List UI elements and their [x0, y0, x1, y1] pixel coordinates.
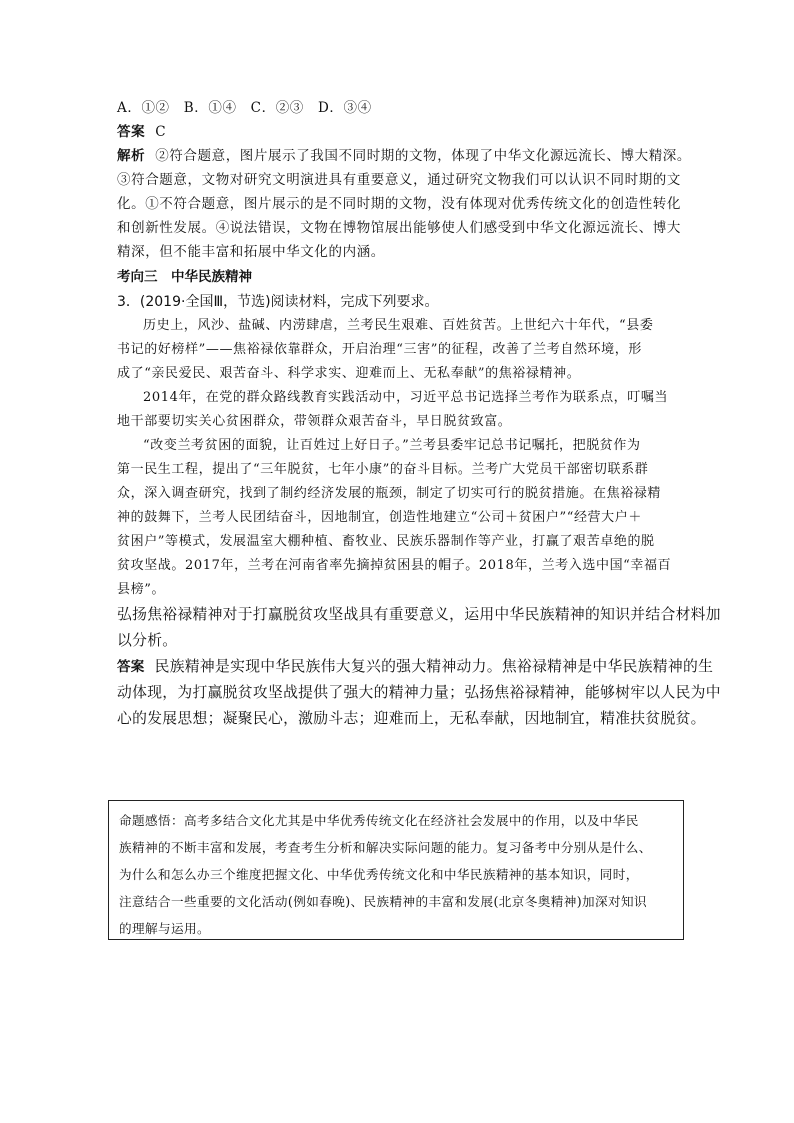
material-paragraph-1: 历史上，风沙、盐碱、内涝肆虐，兰考民生艰难、百姓贫苦。上世纪六十年代，“县委 书记的好榜样”——焦裕禄依靠群众，开启治理“三害”的征程，改善了兰考自然环境，形 成了“亲民爱民、艰苦奋斗、科学求实、迎难而上、无私奉献”的焦裕禄精神。 [117, 318, 654, 381]
question-requirement: 弘扬焦裕禄精神对于打赢脱贫攻坚战具有重要意义，运用中华民族精神的知识并结合材料加 以分析。 [117, 606, 721, 649]
insight-line: 命题感悟：高考多结合文化尤其是中华优秀传统文化在经济社会发展中的作用，以及中华民 [119, 813, 639, 828]
material-paragraph-2: 2014年，在党的群众路线教育实践活动中，习近平总书记选择兰考作为联系点，叮嘱当 地干部要切实关心贫困群众，带领群众艰苦奋斗，早日脱贫致富。 [117, 390, 669, 429]
answer-line [117, 120, 683, 144]
answer-label: 答案 [117, 659, 145, 675]
analysis-line: 化。①不符合题意，图片展示的是不同时期的文物，没有体现对优秀传统文化的创造性转化 [117, 196, 681, 212]
analysis-block [117, 144, 692, 264]
answer-value: C [155, 124, 167, 140]
material-paragraph-3: “改变兰考贫困的面貌，让百姓过上好日子。”兰考县委牢记总书记嘱托，把脱贫作为 第一民生工程，提出了“三年脱贫，七年小康”的奋斗目标。兰考广大党员干部密切联系群 众，深入调查研究，找到了制约经济发展的瓶颈，制定了切实可行的脱贫措施。在焦裕禄精 神的鼓舞下，兰考人民团结奋斗，因地制宜，创造性地建立“公司＋贫困户”“经营大户＋ 贫困户”等模式，发展温室大棚种植、畜牧业、民族乐器制作等产业，打赢了艰苦卓绝的脱 贫攻坚战。2017年，兰考在河南省率先摘掉贫困县的帽子。2018年，兰考入选中国“幸福百 县榜”。 [117, 438, 672, 597]
analysis-line: 和创新性发展。④说法错误，文物在博物馆展出能够使人们感受到中华文化源远流长、博大 [117, 220, 681, 236]
insight-line: 族精神的不断丰富和发展，考查考生分析和解决实际问题的能力。复习备考中分别从是什么、 [119, 840, 652, 855]
answer-label: 答案 [117, 124, 146, 140]
document-body [117, 96, 721, 732]
question-stem: 3．(2019·全国Ⅲ，节选)阅读材料，完成下列要求。 [117, 294, 439, 310]
insight-line: 的理解与运用。 [119, 921, 210, 936]
analysis-line: 精深，但不能丰富和拓展中华文化的内涵。 [117, 244, 385, 260]
insight-line: 为什么和怎么办三个维度把握文化、中华优秀传统文化和中华民族精神的基本知识，同时， [119, 867, 639, 882]
insight-box [108, 800, 684, 940]
answer-block: 答案 民族精神是实现中华民族伟大复兴的强大精神动力。焦裕禄精神是中华民族精神的生 动体现，为打赢脱贫攻坚战提供了强大的精神力量；弘扬焦裕禄精神，能够树牢以人民为中 心的发展思想；凝聚民心，激励斗志；迎难而上，无私奉献，因地制宜，精准扶贫脱贫。 [117, 658, 721, 727]
analysis-label: 解析 [117, 148, 146, 164]
options-line: A．①② B．①④ C．②③ D．③④ [117, 100, 372, 116]
analysis-line: ③符合题意，文物对研究文明演进具有重要意义，通过研究文物我们可以认识不同时期的文 [117, 172, 681, 188]
analysis-line: 解析 ②符合题意，图片展示了我国不同时期的文物，体现了中华文化源远流长、博大精深。 [117, 148, 692, 164]
insight-line: 注意结合一些重要的文化活动(例如春晚)、民族精神的丰富和发展(北京冬奥精神)加深对知识 [119, 894, 648, 909]
section-title: 考向三 中华民族精神 [117, 269, 252, 285]
